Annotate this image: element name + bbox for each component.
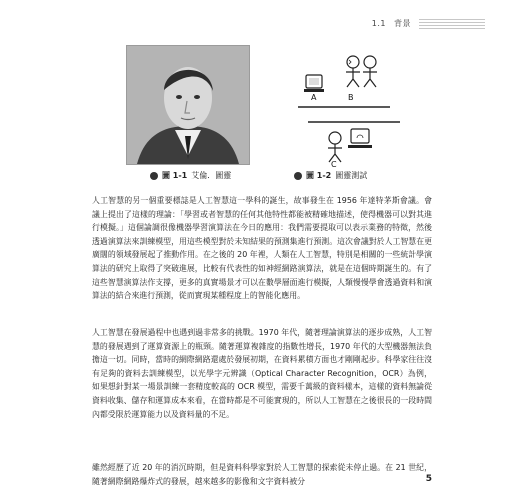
portrait-illustration (127, 46, 249, 164)
page-number: 5 (425, 474, 432, 484)
body-paragraph-3: 雖然經歷了近 20 年的消沉時期，但是資料科學家對於人工智慧的探索從未停止過。在 21 世紀，隨著網際網路爆炸式的發展，越來越多的影像和文字資料被分 (92, 463, 432, 486)
turing-test-svg (290, 50, 410, 168)
person-icon-c (328, 129, 372, 162)
figure-caption-text: 圖靈測試 (335, 171, 368, 180)
section-number: 1.1 (371, 19, 386, 28)
body-paragraph-2: 人工智慧在發展過程中也遇到過非常多的挑戰。1970 年代，隨著理論演算法的逐步成熟，人工智慧的發展遇到了運算資源上的瓶頸。隨著運算複雜度的指數性增長，1970 年代的大型機器無法負擔這一切。同時，當時的網際網路還處於發展初期，在資料累積方面也才剛剛起步。科學家往往沒有足夠的資料去訓練模型，以光學字元辨識（Optical Character Recognition，OCR）為例，如果想針對某一場景訓練一套精度較高的 OCR 模型，需要千萬級的資料樣本，這樣的資料無論從資料收集、儲存和運算成本來看，在當時都是不可能實現的，所以人工智慧在之後很長的一段時間內都受限於運算能力以及資料量的不足。 (92, 328, 432, 419)
computer-icon (304, 75, 324, 92)
figure-bullet-icon (294, 172, 302, 180)
person-icon-b (346, 56, 377, 87)
header-decoration (419, 19, 485, 29)
portrait-photo (126, 45, 250, 165)
turing-test-diagram (290, 50, 410, 168)
figure-number: 圖 1-1 (162, 171, 188, 180)
label-b: B (348, 93, 354, 102)
label-a: A (311, 93, 317, 102)
figure-1-caption (150, 170, 231, 181)
label-c: C (331, 160, 337, 168)
figure-bullet-icon (150, 172, 158, 180)
left-eye (176, 95, 182, 99)
right-eye (194, 95, 200, 99)
figure-2-caption (294, 170, 367, 181)
section-title: 背景 (394, 19, 411, 28)
body-paragraph-1: 人工智慧的另一個重要標誌是人工智慧這一學科的誕生，故事發生在 1956 年達特茅斯會議。會議上提出了這樣的理論：「學習或者智慧的任何其他特性都能被精確地描述，使得機器可以對其進行模擬。」這個論調很像機器學習演算法在今日的應用：我們需要提取可以表示業務的特徵，然後透過演算法來訓練模型，用這些模型對於未知結果的預測集進行預測。這次會議對於人工智慧在更廣闊的領域發展起了推動作用。在之後的 20 年裡，人類在人工智慧，特別是相關的一些統計學演算法的研究上取得了突破進展，比較有代表性的如神經網路演算法，就是在這個時期誕生的。有了這些智慧演算法作支撐，更多的真實場景才可以在數學層面進行模擬，人類慢慢學會透過資料和演算法的結合來進行預測，從而實現某種程度上的智能化應用。 (92, 196, 432, 301)
figure-number: 圖 1-2 (306, 171, 332, 180)
running-header (372, 18, 485, 29)
figure-caption-text: 艾倫．圖靈 (191, 171, 232, 180)
